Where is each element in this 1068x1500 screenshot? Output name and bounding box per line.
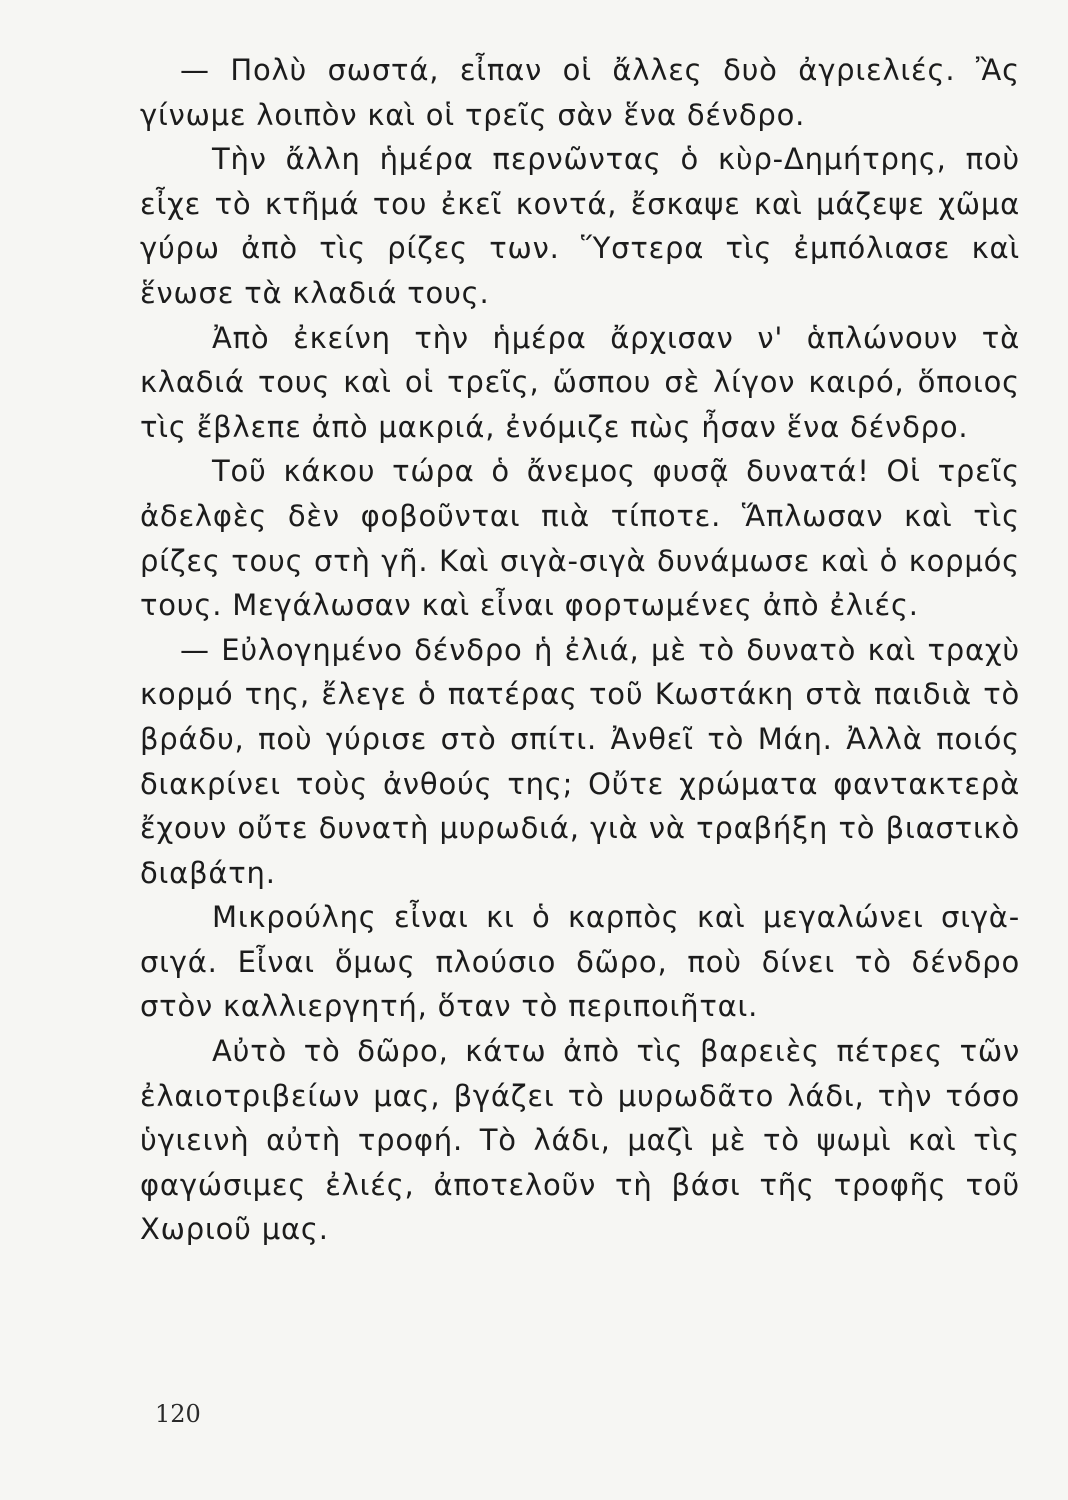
paragraph-3: Ἀπὸ ἐκείνη τὴν ἡμέρα ἄρχισαν ν' ἁπλώνουν τὰ κλαδιά τους καὶ οἱ τρεῖς, ὥσπου σὲ λίγον καιρό, ὅποιος τὶς ἔβλεπε ἀπὸ μακριά, ἐνόμιζε πὼς ἦσαν ἕνα δένδρο. <box>140 320 1020 444</box>
paragraph-5: — Εὐλογημένο δένδρο ἡ ἐλιά, μὲ τὸ δυνατὸ καὶ τραχὺ κορμό της, ἔλεγε ὁ πατέρας τοῦ Κωστάκη στὰ παιδιὰ τὸ βράδυ, ποὺ γύρισε στὸ σπίτι. Ἀνθεῖ τὸ Μάη. Ἀλλὰ ποιός διακρίνει τοὺς ἀνθούς της; Οὔτε χρώματα φαντακτερὰ ἔχουν οὔτε δυνατὴ μυρωδιά, γιὰ νὰ τραβήξη τὸ βιαστικὸ διαβάτη. <box>140 632 1020 890</box>
body-text <box>140 48 1020 1252</box>
paragraph-7: Αὐτὸ τὸ δῶρο, κάτω ἀπὸ τὶς βαρειὲς πέτρες τῶν ἐλαιοτριβείων μας, βγάζει τὸ μυρωδᾶτο λάδι, τὴν τόσο ὑγιεινὴ αὐτὴ τροφή. Τὸ λάδι, μαζὶ μὲ τὸ ψωμὶ καὶ τὶς φαγώσιμες ἐλιές, ἀποτελοῦν τὴ βάσι τῆς τροφῆς τοῦ Χωριοῦ μας. <box>140 1034 1020 1247</box>
paragraph-1: — Πολὺ σωστά, εἶπαν οἱ ἄλλες δυὸ ἀγριελιές. Ἂς γίνωμε λοιπὸν καὶ οἱ τρεῖς σὰν ἕνα δένδρο. <box>140 53 1020 132</box>
paragraph-2: Τὴν ἄλλη ἡμέρα περνῶντας ὁ κὺρ-Δημήτρης, ποὺ εἶχε τὸ κτῆμά του ἐκεῖ κοντά, ἔσκαψε καὶ μάζεψε χῶμα γύρω ἀπὸ τὶς ρίζες των. Ὕστερα τὶς ἐμπόλιασε καὶ ἕνωσε τὰ κλαδιά τους. <box>140 142 1020 310</box>
page-number: 120 <box>155 1400 201 1428</box>
paragraph-4: Τοῦ κάκου τώρα ὁ ἄνεμος φυσᾷ δυνατά! Οἱ τρεῖς ἀδελφὲς δὲν φοβοῦνται πιὰ τίποτε. Ἅπλωσαν καὶ τὶς ρίζες τους στὴ γῆ. Καὶ σιγὰ-σιγὰ δυνάμωσε καὶ ὁ κορμός τους. Μεγάλωσαν καὶ εἶναι φορτωμένες ἀπὸ ἐλιές. <box>140 454 1020 623</box>
paragraph-6: Μικρούλης εἶναι κι ὁ καρπὸς καὶ μεγαλώνει σιγὰ-σιγά. Εἶναι ὅμως πλούσιο δῶρο, ποὺ δίνει τὸ δένδρο στὸν καλλιεργητή, ὅταν τὸ περιποιῆται. <box>140 900 1020 1024</box>
